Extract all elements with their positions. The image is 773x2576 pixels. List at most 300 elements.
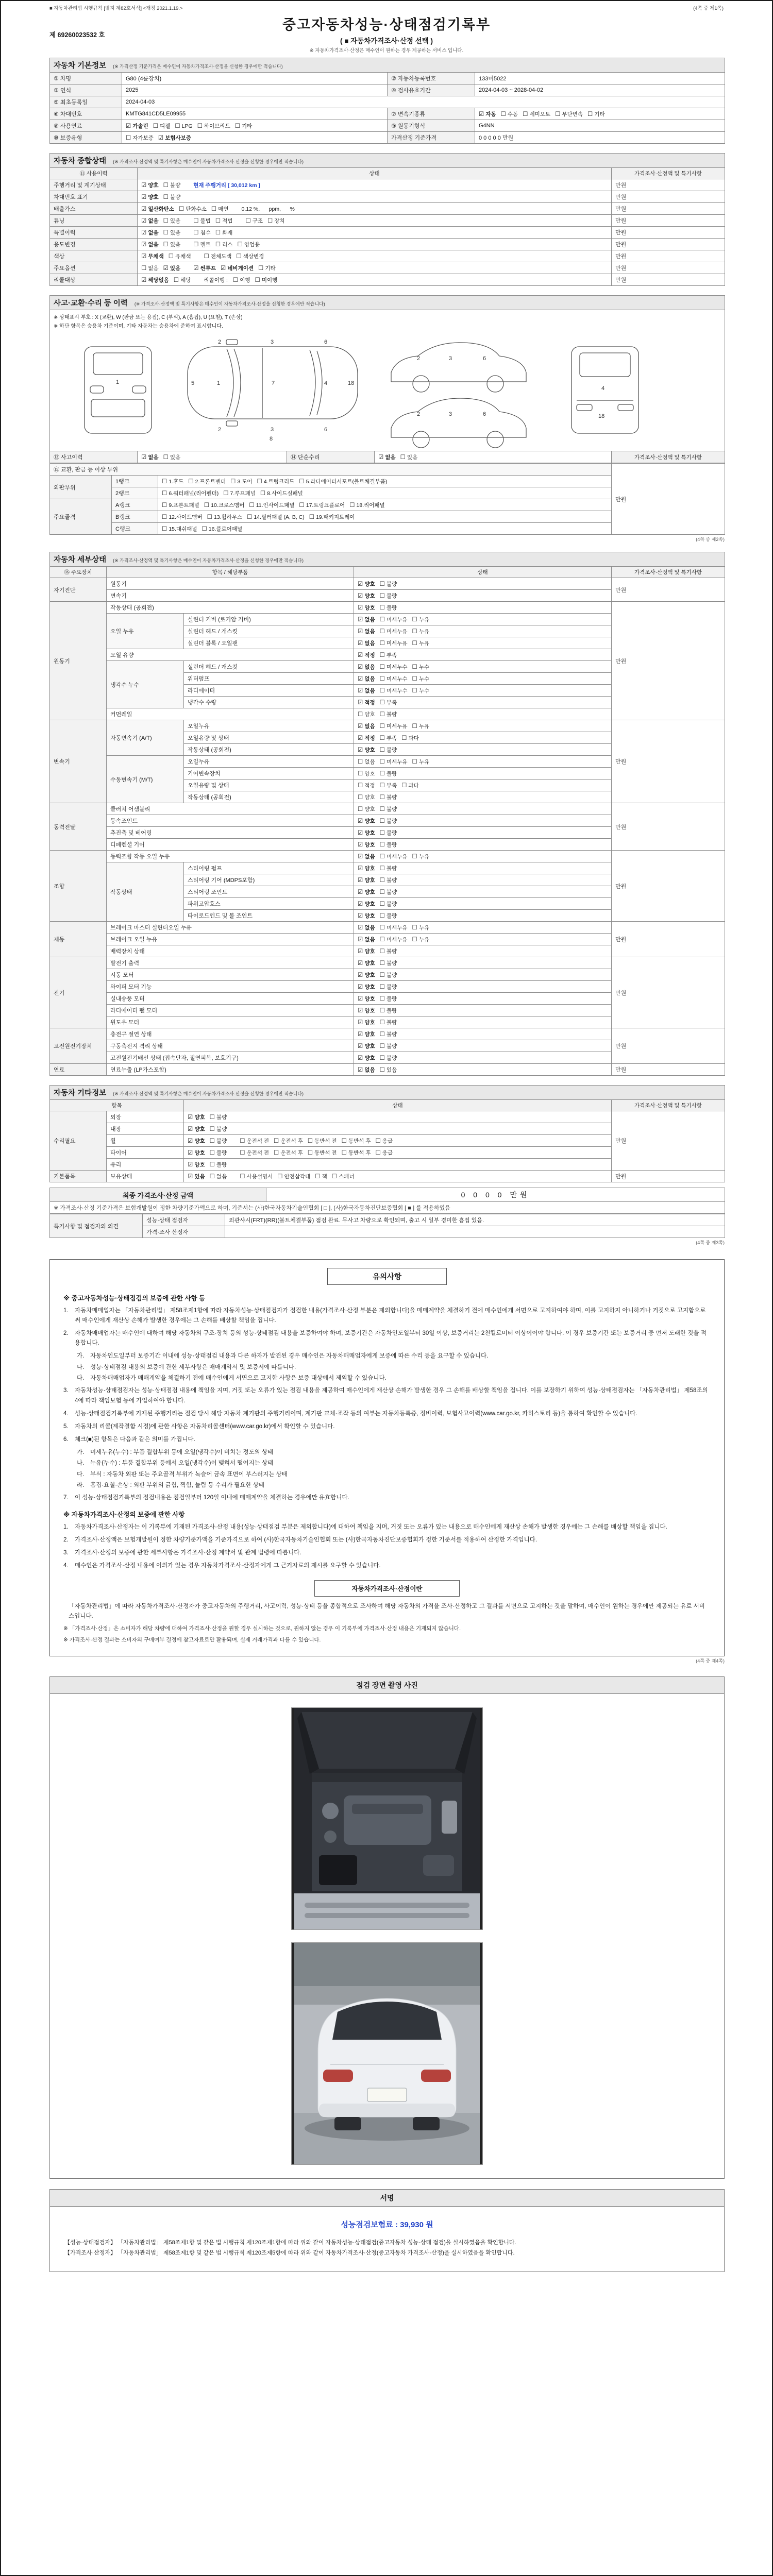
checkbox-있음[interactable]: ☐ 있음 <box>163 453 181 461</box>
checkbox-불량[interactable]: ☐ 불량 <box>379 1042 397 1049</box>
checkbox-없음[interactable]: ☑ 없음 <box>141 240 159 248</box>
checkbox-group <box>358 663 434 671</box>
checkbox-스패너[interactable]: ☐ 스패너 <box>331 1172 355 1180</box>
car-panel-diagram <box>56 332 719 448</box>
checkbox-부족[interactable]: ☐ 부족 <box>379 651 397 658</box>
checkbox-미세누유[interactable]: ☐ 미세누유 <box>379 627 408 635</box>
checkbox-8.사이드실패널[interactable]: ☐ 8.사이드실패널 <box>260 489 303 497</box>
checkbox-3.도어[interactable]: ☐ 3.도어 <box>230 477 253 485</box>
checkbox-양호[interactable]: ☑ 양호 <box>358 888 375 895</box>
checkbox-없음[interactable]: ☑ 없음 <box>358 639 375 647</box>
empty-box-icon: ☐ <box>299 501 305 509</box>
checkbox-없음[interactable]: ☑ 없음 <box>141 228 159 236</box>
checkbox-불량[interactable]: ☐ 불량 <box>379 876 397 884</box>
checkbox-적정[interactable]: ☑ 적정 <box>358 734 375 741</box>
item-name: 디페렌셜 기어 <box>107 839 354 851</box>
checkbox-없음[interactable]: ☑ 없음 <box>141 216 159 224</box>
checkbox-안전삼각대[interactable]: ☐ 안전삼각대 <box>277 1172 311 1180</box>
notice-footnote: ※ 「가격조사·산정」은 소비자가 해당 차량에 대하여 가격조사·산정을 원할 경우 실시하는 것으로, 원하지 않는 경우 이 기록부에 가격조사·산정 내용은 기재되지 않습니다. <box>63 1625 461 1632</box>
checked-box-icon: ☑ <box>358 1054 363 1061</box>
empty-box-icon: ☐ <box>230 477 236 485</box>
empty-box-icon: ☐ <box>412 627 417 635</box>
checkbox-불량[interactable]: ☐ 불량 <box>379 828 397 836</box>
checkbox-양호[interactable]: ☑ 양호 <box>141 193 159 200</box>
checked-box-icon: ☑ <box>358 959 363 967</box>
checkbox-group <box>141 217 185 225</box>
checkbox-전체도색[interactable]: ☐ 전체도색 <box>204 252 232 260</box>
checkbox-미세누유[interactable]: ☐ 미세누유 <box>379 935 408 943</box>
checkbox-불량[interactable]: ☐ 불량 <box>379 769 397 777</box>
checkbox-침수[interactable]: ☐ 침수 <box>193 228 211 236</box>
item-status <box>354 981 612 993</box>
checkbox-리스[interactable]: ☐ 리스 <box>215 240 233 248</box>
checkbox-양호[interactable]: ☑ 양호 <box>188 1148 205 1156</box>
checked-box-icon: ☑ <box>358 864 363 872</box>
device-name: 원동기 <box>50 602 107 720</box>
checked-box-icon: ☑ <box>358 698 363 706</box>
checkbox-가솔린[interactable]: ☑ 가솔린 <box>126 122 148 129</box>
item-status <box>354 910 612 922</box>
checkbox-양호[interactable]: ☑ 양호 <box>358 1018 375 1026</box>
checkbox-불량[interactable]: ☐ 불량 <box>379 888 397 895</box>
checkbox-불량[interactable]: ☐ 불량 <box>163 181 181 189</box>
checkbox-없음[interactable]: ☐ 없음 <box>358 757 375 765</box>
checkbox-자동[interactable]: ☑ 자동 <box>479 110 496 117</box>
checkbox-불량[interactable]: ☐ 불량 <box>209 1148 227 1156</box>
checkbox-있음[interactable]: ☐ 있음 <box>163 240 181 248</box>
checkbox-17.트렁크플로어[interactable]: ☐ 17.트렁크플로어 <box>299 501 345 509</box>
checkbox-적정[interactable]: ☐ 적정 <box>358 781 375 789</box>
notice-item-number: 2. <box>63 1330 69 1337</box>
checkbox-양호[interactable]: ☑ 양호 <box>141 181 159 189</box>
checkbox-15.대쉬패널[interactable]: ☐ 15.대쉬패널 <box>162 524 197 532</box>
checkbox-불량[interactable]: ☐ 불량 <box>379 1030 397 1038</box>
etc-head-status: 상태 <box>184 1100 612 1111</box>
checkbox-없음[interactable]: ☑ 없음 <box>358 852 375 860</box>
checkbox-불량[interactable]: ☐ 불량 <box>209 1137 227 1144</box>
checkbox-양호[interactable]: ☑ 양호 <box>358 982 375 990</box>
item-subgroup: 수동변속기 (M/T) <box>107 756 184 803</box>
device-price: 만원 <box>612 957 725 1028</box>
empty-box-icon: ☐ <box>240 1172 245 1180</box>
checkbox-미세누수[interactable]: ☐ 미세누수 <box>379 674 408 682</box>
checkbox-보험사보증[interactable]: ☑ 보험사보증 <box>158 133 191 141</box>
empty-box-icon: ☐ <box>211 205 217 212</box>
etc-group-name: 기본품목 <box>50 1171 107 1182</box>
checkbox-이행[interactable]: ☐ 이행 <box>232 276 250 283</box>
checkbox-부족[interactable]: ☐ 부족 <box>379 698 397 706</box>
checkbox-불량[interactable]: ☐ 불량 <box>379 710 397 718</box>
item-status <box>354 779 612 791</box>
usage-item-label: 튜닝 <box>50 215 138 227</box>
checkbox-응급[interactable]: ☐ 응급 <box>375 1148 393 1156</box>
checkbox-부족[interactable]: ☐ 부족 <box>379 781 397 789</box>
checkbox-불량[interactable]: ☐ 불량 <box>379 864 397 872</box>
checkbox-동반석 전[interactable]: ☐ 동반석 전 <box>307 1148 337 1156</box>
empty-box-icon: ☐ <box>258 264 264 272</box>
detail-head-price: 가격조사·산정액 및 특기사항 <box>612 567 725 578</box>
checkbox-매연[interactable]: ☐ 매연 <box>211 205 229 212</box>
checkbox-양호[interactable]: ☑ 양호 <box>188 1125 205 1132</box>
checkbox-없음[interactable]: ☑ 없음 <box>378 453 396 461</box>
checkbox-있음[interactable]: ☑ 있음 <box>188 1172 205 1180</box>
etc-item-status <box>184 1111 612 1123</box>
detail-row <box>50 602 725 614</box>
checkbox-group <box>358 995 401 1003</box>
checkbox-동반석 후[interactable]: ☐ 동반석 후 <box>341 1137 371 1144</box>
checkbox-운전석 전[interactable]: ☐ 운전석 전 <box>240 1148 270 1156</box>
etc-item-status <box>184 1135 612 1147</box>
checkbox-양호[interactable]: ☑ 양호 <box>358 591 375 599</box>
title-block <box>49 12 724 58</box>
checkbox-불량[interactable]: ☐ 불량 <box>379 971 397 978</box>
opinion-appraiser-text <box>225 1226 725 1238</box>
checkbox-색상변경[interactable]: ☐ 색상변경 <box>236 252 264 260</box>
notice-item <box>63 1306 711 1326</box>
checkbox-없음[interactable]: ☑ 없음 <box>358 663 375 670</box>
inline-text: 리콜이행 : <box>204 277 228 283</box>
checkbox-있음[interactable]: ☐ 있음 <box>400 453 418 461</box>
checkbox-불량[interactable]: ☐ 불량 <box>379 840 397 848</box>
empty-box-icon: ☐ <box>379 1006 385 1014</box>
checkbox-누유[interactable]: ☐ 누유 <box>412 639 430 647</box>
checkbox-양호[interactable]: ☑ 양호 <box>188 1137 205 1144</box>
notice-footnote: ※ 가격조사·산정 결과는 소비자의 구매여부 결정에 참고자료로만 활용되며, 실제 거래가격과 다를 수 있습니다. <box>63 1636 321 1643</box>
checkbox-적법[interactable]: ☐ 적법 <box>215 216 233 224</box>
checkbox-불량[interactable]: ☐ 불량 <box>209 1125 227 1132</box>
checkbox-양호[interactable]: ☑ 양호 <box>358 1054 375 1061</box>
checkbox-화재[interactable]: ☐ 화재 <box>215 228 233 236</box>
final-price-unit: 만원 <box>510 1191 530 1199</box>
checkbox-기타[interactable]: ☐ 기타 <box>258 264 276 272</box>
checkbox-양호[interactable]: ☑ 양호 <box>358 959 375 967</box>
checkbox-group <box>358 1054 401 1062</box>
page-subtitle: ( ■ 자동차가격조사·산정 선택 ) <box>340 37 433 45</box>
checkbox-양호[interactable]: ☑ 양호 <box>358 971 375 978</box>
usage-item-price: 만원 <box>612 191 725 203</box>
item-status <box>354 673 612 685</box>
checkbox-불량[interactable]: ☐ 불량 <box>379 580 397 587</box>
item-name: 라디에이터 <box>184 685 354 697</box>
checkbox-양호[interactable]: ☑ 양호 <box>358 1006 375 1014</box>
empty-box-icon: ☐ <box>234 122 241 129</box>
empty-box-icon: ☐ <box>379 639 385 647</box>
usage-item-price: 만원 <box>612 179 725 191</box>
checkbox-없음[interactable]: ☑ 없음 <box>358 674 375 682</box>
checkbox-14.필러패널 (A, B, C)[interactable]: ☐ 14.필러패널 (A, B, C) <box>247 513 305 520</box>
item-status <box>354 815 612 827</box>
checkbox-19.패키지트레이[interactable]: ☐ 19.패키지트레이 <box>309 513 355 520</box>
checkbox-group <box>162 513 360 521</box>
checkbox-응급[interactable]: ☐ 응급 <box>375 1137 393 1144</box>
vin-label: ⑥ 차대번호 <box>50 108 122 120</box>
checkbox-수동[interactable]: ☐ 수동 <box>500 110 518 117</box>
checkbox-있음[interactable]: ☐ 있음 <box>379 1065 397 1073</box>
svg-text:18: 18 <box>347 380 354 386</box>
empty-box-icon: ☐ <box>412 663 417 670</box>
checkbox-7.루프패널[interactable]: ☐ 7.루프패널 <box>223 489 256 497</box>
checkbox-누유[interactable]: ☐ 누유 <box>412 722 430 730</box>
inspection-period-label: ④ 검사유효기간 <box>388 84 475 96</box>
checkbox-5.라디에이터서포트(볼트체결부품)[interactable]: ☐ 5.라디에이터서포트(볼트체결부품) <box>299 477 388 485</box>
checkbox-불량[interactable]: ☐ 불량 <box>379 1006 397 1014</box>
checkbox-기타[interactable]: ☐ 기타 <box>234 122 253 129</box>
checkbox-양호[interactable]: ☐ 양호 <box>358 710 375 718</box>
checkbox-양호[interactable]: ☑ 양호 <box>358 1030 375 1038</box>
empty-box-icon: ☐ <box>379 698 385 706</box>
item-status <box>354 1052 612 1064</box>
usage-item-price: 만원 <box>612 262 725 274</box>
item-name: 구동축전지 격리 상태 <box>107 1040 354 1052</box>
checkbox-있음[interactable]: ☐ 있음 <box>163 228 181 236</box>
checkbox-group <box>358 639 434 647</box>
checkbox-운전석 후[interactable]: ☐ 운전석 후 <box>274 1137 303 1144</box>
checkbox-불량[interactable]: ☐ 불량 <box>379 817 397 824</box>
checkbox-양호[interactable]: ☑ 양호 <box>358 994 375 1002</box>
checkbox-불량[interactable]: ☐ 불량 <box>379 591 397 599</box>
checkbox-적정[interactable]: ☑ 적정 <box>358 651 375 658</box>
checkbox-세미오토[interactable]: ☐ 세미오토 <box>523 110 551 117</box>
checkbox-양호[interactable]: ☐ 양호 <box>358 769 375 777</box>
checkbox-양호[interactable]: ☑ 양호 <box>358 828 375 836</box>
checkbox-있음[interactable]: ☑ 있음 <box>163 264 181 272</box>
notice-item-number: 3. <box>63 1549 69 1556</box>
notice-item-text: 자동차가격조사·산정자는 이 기록부에 기재된 가격조사·산정 내용(성능·상태점검 부분은 제외합니다)에 대하여 책임을 지며, 거짓 또는 오류가 있는 내용으로 매수인에게 재산상 손해가 발생한 경우에는 그 손해를 배상할 책임을 집니다. <box>75 1523 667 1530</box>
checkbox-영업용[interactable]: ☐ 영업용 <box>237 240 260 248</box>
checkbox-없음[interactable]: ☑ 없음 <box>358 722 375 730</box>
checkbox-과다[interactable]: ☐ 과다 <box>401 734 419 741</box>
detail-head-status: 상태 <box>354 567 612 578</box>
checkbox-양호[interactable]: ☐ 양호 <box>358 793 375 801</box>
panel-rank: B랭크 <box>112 511 158 523</box>
checkbox-부족[interactable]: ☐ 부족 <box>379 734 397 741</box>
checkbox-불량[interactable]: ☐ 불량 <box>379 805 397 812</box>
checkbox-미이행[interactable]: ☐ 미이행 <box>255 276 278 283</box>
checkbox-불량[interactable]: ☐ 불량 <box>379 900 397 907</box>
item-status <box>354 732 612 744</box>
usage-item-price: 만원 <box>612 215 725 227</box>
checkbox-9.프론트패널[interactable]: ☐ 9.프론트패널 <box>162 501 199 509</box>
checkbox-불량[interactable]: ☐ 불량 <box>379 911 397 919</box>
item-name: 작동상태 (공회전) <box>184 744 354 756</box>
checkbox-불량[interactable]: ☐ 불량 <box>379 994 397 1002</box>
checkbox-10.크로스멤버[interactable]: ☐ 10.크로스멤버 <box>204 501 245 509</box>
empty-box-icon: ☐ <box>193 228 199 236</box>
checkbox-없음[interactable]: ☑ 없음 <box>358 935 375 943</box>
notice-item-text: 가격조사·산정의 보증에 관한 세부사항은 가격조사·산정 계약서 및 관계 법령에 따릅니다. <box>75 1549 301 1556</box>
checkbox-양호[interactable]: ☑ 양호 <box>358 900 375 907</box>
checkbox-동반석 후[interactable]: ☐ 동반석 후 <box>341 1148 371 1156</box>
status-code-legend: ※ 상태표시 부호 : X (교환), W (판금 또는 용접), C (부식), A (흠집), U (요철), T (손상) <box>54 315 243 320</box>
checkbox-없음[interactable]: ☑ 없음 <box>358 1065 375 1073</box>
basic-title-note: (※ 가격산정 기준가격은 매수인이 자동차가격조사·산정을 신청한 경우에만 적습니다) <box>113 64 283 69</box>
checkbox-불량[interactable]: ☐ 불량 <box>209 1113 227 1121</box>
checkbox-group <box>162 525 247 533</box>
item-name: 브레이크 오일 누유 <box>107 934 354 945</box>
checkbox-미세누유[interactable]: ☐ 미세누유 <box>379 923 408 931</box>
checkbox-양호[interactable]: ☑ 양호 <box>358 840 375 848</box>
checkbox-불량[interactable]: ☐ 불량 <box>379 1018 397 1026</box>
checkbox-불량[interactable]: ☐ 불량 <box>379 959 397 967</box>
checkbox-구조[interactable]: ☐ 구조 <box>245 216 263 224</box>
checkbox-적정[interactable]: ☑ 적정 <box>358 698 375 706</box>
panel-rank: C랭크 <box>112 523 158 535</box>
checkbox-미세누유[interactable]: ☐ 미세누유 <box>379 722 408 730</box>
checkbox-group <box>358 900 401 908</box>
checkbox-양호[interactable]: ☑ 양호 <box>358 745 375 753</box>
item-status <box>354 756 612 768</box>
signature-statement: 【성능·상태점검자】 「자동차관리법」 제58조제1항 및 같은 법 시행규칙 제120조제1항에 따라 위와 같이 자동차성능·상태점검(중고자동차 성능·상태 점검)을 실시하였음을 확인합니다. <box>64 2240 516 2246</box>
checkbox-미세누수[interactable]: ☐ 미세누수 <box>379 663 408 670</box>
checkbox-불량[interactable]: ☐ 불량 <box>379 947 397 955</box>
checkbox-불법[interactable]: ☐ 불법 <box>193 216 211 224</box>
checkbox-탄화수소[interactable]: ☐ 탄화수소 <box>179 205 207 212</box>
checkbox-동반석 전[interactable]: ☐ 동반석 전 <box>307 1137 337 1144</box>
checkbox-불량[interactable]: ☐ 불량 <box>379 603 397 611</box>
checkbox-1.후드[interactable]: ☐ 1.후드 <box>162 477 184 485</box>
item-status <box>354 768 612 779</box>
checkbox-잭[interactable]: ☐ 잭 <box>315 1172 327 1180</box>
overall-row <box>50 215 725 227</box>
checkbox-불량[interactable]: ☐ 불량 <box>379 982 397 990</box>
base-price-label: 가격산정 기준가격 <box>388 132 475 144</box>
checkbox-누수[interactable]: ☐ 누수 <box>412 663 430 670</box>
detail-row <box>50 720 725 732</box>
notice-item-text: 성능·상태점검기록부에 기재된 주행거리는 점검 당시 해당 자동차 계기판의 주행거리이며, 계기판 교체·조작 등의 여부는 자동차등록증, 정비이력, 보험사고이력(www.car.go.kr, 카히스토리 등)을 통하여 확인할 수 있습니다. <box>75 1410 637 1417</box>
checkbox-양호[interactable]: ☑ 양호 <box>358 817 375 824</box>
checkbox-11.인사이드패널[interactable]: ☐ 11.인사이드패널 <box>249 501 295 509</box>
checkbox-없음[interactable]: ☑ 없음 <box>358 627 375 635</box>
checkbox-자가보증[interactable]: ☐ 자가보증 <box>126 133 154 141</box>
checkbox-16.플로어패널[interactable]: ☐ 16.플로어패널 <box>201 524 243 532</box>
checkbox-양호[interactable]: ☑ 양호 <box>188 1113 205 1121</box>
checked-box-icon: ☑ <box>358 1065 363 1073</box>
opinion-appraiser-label: 가격·조사 산정자 <box>143 1226 225 1238</box>
checkbox-없음[interactable]: ☐ 없음 <box>209 1172 227 1180</box>
empty-box-icon: ☐ <box>379 1030 385 1038</box>
checkbox-13.휠하우스[interactable]: ☐ 13.휠하우스 <box>207 513 243 520</box>
checkbox-불량[interactable]: ☐ 불량 <box>379 793 397 801</box>
checkbox-group <box>378 453 422 461</box>
checkbox-운전석 전[interactable]: ☐ 운전석 전 <box>240 1137 270 1144</box>
checkbox-불량[interactable]: ☐ 불량 <box>209 1160 227 1168</box>
checked-box-icon: ☑ <box>358 900 363 907</box>
checkbox-양호[interactable]: ☑ 양호 <box>358 947 375 955</box>
inspector-opinion-table <box>49 1214 725 1238</box>
photo-engine-bay <box>291 1707 483 1930</box>
item-name: 기어변속장치 <box>184 768 354 779</box>
usage-item-label: 주요옵션 <box>50 262 138 274</box>
checkbox-양호[interactable]: ☑ 양호 <box>358 911 375 919</box>
checkbox-있음[interactable]: ☐ 있음 <box>163 216 181 224</box>
checkbox-누유[interactable]: ☐ 누유 <box>412 757 430 765</box>
checkbox-불량[interactable]: ☐ 불량 <box>379 745 397 753</box>
checkbox-미세누유[interactable]: ☐ 미세누유 <box>379 615 408 623</box>
item-name: 추진축 및 베어링 <box>107 827 354 839</box>
detail-title-note: (※ 가격조사·산정액 및 특기사항은 매수인이 자동차가격조사·산정을 신청한 경우에만 적습니다) <box>113 558 304 563</box>
item-name: 오일누유 <box>184 720 354 732</box>
checkbox-없음[interactable]: ☐ 없음 <box>141 264 159 272</box>
checkbox-디젤[interactable]: ☐ 디젤 <box>153 122 171 129</box>
checkbox-누수[interactable]: ☐ 누수 <box>412 674 430 682</box>
section-overall-title <box>50 154 725 168</box>
checkbox-미세누유[interactable]: ☐ 미세누유 <box>379 852 408 860</box>
checkbox-없음[interactable]: ☑ 없음 <box>358 615 375 623</box>
checkbox-장치[interactable]: ☐ 장치 <box>267 216 285 224</box>
checkbox-렌트[interactable]: ☐ 렌트 <box>193 240 211 248</box>
checkbox-네비게이션[interactable]: ☑ 네비게이션 <box>220 264 254 272</box>
overall-row <box>50 250 725 262</box>
warranty-type-options <box>122 132 388 144</box>
checkbox-누유[interactable]: ☐ 누유 <box>412 935 430 943</box>
etc-row <box>50 1111 725 1123</box>
checkbox-양호[interactable]: ☑ 양호 <box>358 876 375 884</box>
checkbox-썬루프[interactable]: ☑ 썬루프 <box>193 264 216 272</box>
checkbox-기타[interactable]: ☐ 기타 <box>587 110 605 117</box>
empty-box-icon: ☐ <box>277 1172 283 1180</box>
checkbox-사용설명서[interactable]: ☐ 사용설명서 <box>240 1172 273 1180</box>
checkbox-누유[interactable]: ☐ 누유 <box>412 852 430 860</box>
checkbox-해당[interactable]: ☐ 해당 <box>173 276 191 283</box>
item-name: 오일유량 및 상태 <box>184 779 354 791</box>
checkbox-누수[interactable]: ☐ 누수 <box>412 686 430 694</box>
panel-exchange-table <box>49 463 725 535</box>
checkbox-없음[interactable]: ☑ 없음 <box>358 686 375 694</box>
checkbox-없음[interactable]: ☑ 없음 <box>141 453 159 461</box>
checkbox-group <box>358 817 401 825</box>
checkbox-누유[interactable]: ☐ 누유 <box>412 923 430 931</box>
checkbox-무채색[interactable]: ☑ 무채색 <box>141 252 164 260</box>
checkbox-양호[interactable]: ☐ 양호 <box>358 805 375 812</box>
empty-box-icon: ☐ <box>412 639 417 647</box>
checkbox-18.리어패널[interactable]: ☐ 18.리어패널 <box>349 501 385 509</box>
empty-box-icon: ☐ <box>379 805 385 812</box>
checked-box-icon: ☑ <box>358 615 363 623</box>
checkbox-6.쿼터패널(리어펜더)[interactable]: ☐ 6.쿼터패널(리어펜더) <box>162 489 219 497</box>
checkbox-운전석 후[interactable]: ☐ 운전석 후 <box>274 1148 303 1156</box>
checkbox-양호[interactable]: ☑ 양호 <box>358 1042 375 1049</box>
checkbox-누유[interactable]: ☐ 누유 <box>412 615 430 623</box>
checkbox-일산화탄소[interactable]: ☑ 일산화탄소 <box>141 205 175 212</box>
checkbox-불량[interactable]: ☐ 불량 <box>163 193 181 200</box>
checked-box-icon: ☑ <box>163 264 169 272</box>
checkbox-LPG[interactable]: ☐ LPG <box>175 122 193 129</box>
empty-box-icon: ☐ <box>379 971 385 978</box>
checkbox-양호[interactable]: ☑ 양호 <box>358 580 375 587</box>
checkbox-12.사이드멤버[interactable]: ☐ 12.사이드멤버 <box>162 513 203 520</box>
checkbox-미세누유[interactable]: ☐ 미세누유 <box>379 757 408 765</box>
checkbox-양호[interactable]: ☑ 양호 <box>358 603 375 611</box>
checkbox-해당없음[interactable]: ☑ 해당없음 <box>141 276 169 283</box>
checkbox-유채색[interactable]: ☐ 유채색 <box>168 252 191 260</box>
checkbox-4.트렁크리드[interactable]: ☐ 4.트렁크리드 <box>257 477 295 485</box>
checkbox-과다[interactable]: ☐ 과다 <box>401 781 419 789</box>
warranty-type-label: ⑩ 보증유형 <box>50 132 122 144</box>
notice-item <box>63 1535 711 1545</box>
checkbox-하이브리드[interactable]: ☐ 하이브리드 <box>197 122 230 129</box>
checkbox-양호[interactable]: ☑ 양호 <box>358 864 375 872</box>
checkbox-미세누수[interactable]: ☐ 미세누수 <box>379 686 408 694</box>
item-name: 스티어링 조인트 <box>184 886 354 898</box>
checkbox-없음[interactable]: ☑ 없음 <box>358 923 375 931</box>
checkbox-양호[interactable]: ☑ 양호 <box>188 1160 205 1168</box>
checkbox-누유[interactable]: ☐ 누유 <box>412 627 430 635</box>
checkbox-불량[interactable]: ☐ 불량 <box>379 1054 397 1061</box>
empty-box-icon: ☐ <box>215 228 221 236</box>
checkbox-무단변속[interactable]: ☐ 무단변속 <box>555 110 583 117</box>
checkbox-2.프론트펜더[interactable]: ☐ 2.프론트펜더 <box>188 477 226 485</box>
checkbox-미세누유[interactable]: ☐ 미세누유 <box>379 639 408 647</box>
